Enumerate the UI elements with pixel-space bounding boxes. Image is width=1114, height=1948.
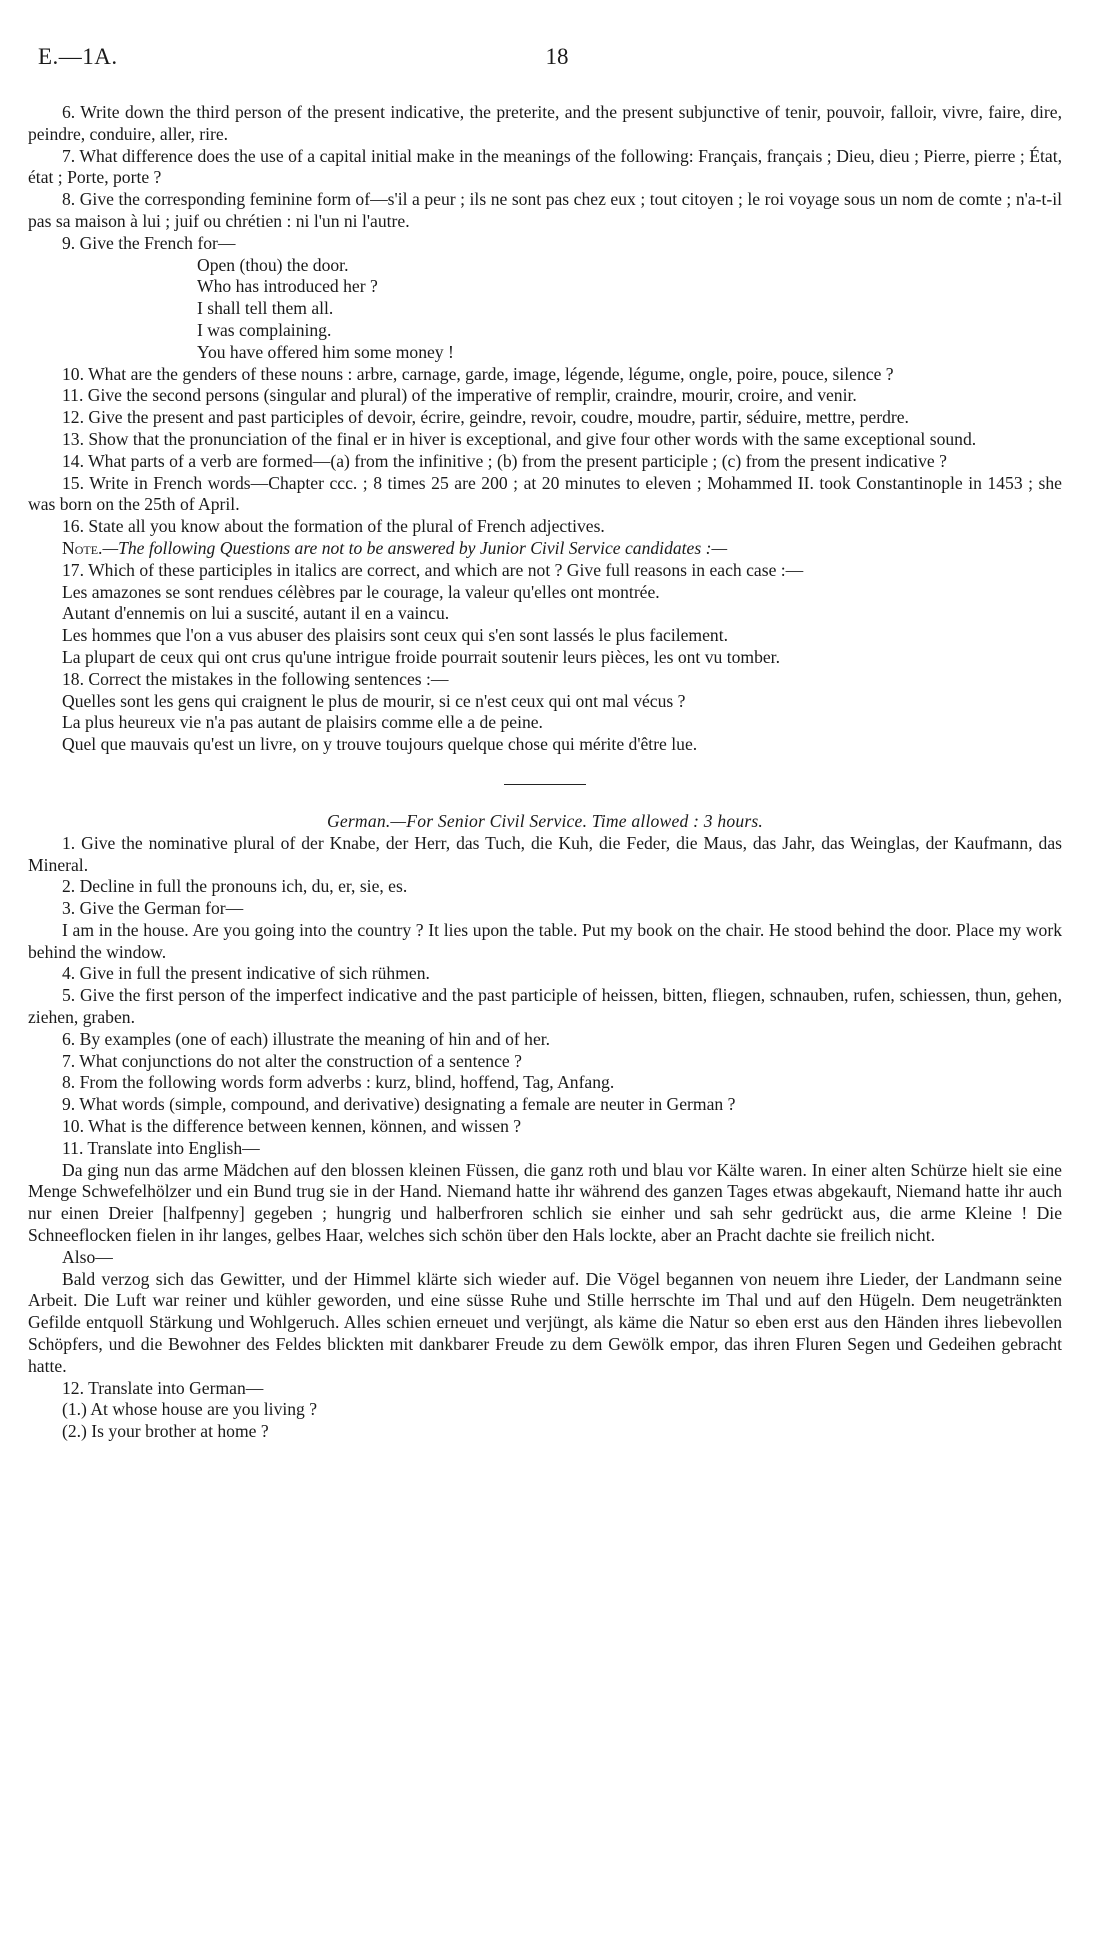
section-divider xyxy=(504,784,586,785)
french-q9-line: Who has introduced her ? xyxy=(197,276,378,297)
french-question-10: 10. What are the genders of these nouns : arbre, carnage, garde, image, légende, légume, ongle, poire, pouce, silence ? xyxy=(62,363,894,384)
french-question-7: 7. What difference does the use of a capital initial make in the meanings of the following: Français, français ; Dieu, dieu ; Pierre, pierre ; État, état ; Porte, porte ? xyxy=(28,145,1062,188)
french-q9-line: I shall tell them all. xyxy=(197,298,334,319)
document-reference: E.—1A. xyxy=(38,44,118,69)
french-q18-sentence: Quelles sont les gens qui craignent le plus de mourir, si ce n'est ceux qui ont mal vécus ? xyxy=(62,690,686,711)
german-q3-text: I am in the house. Are you going into the country ? It lies upon the table. Put my book on the chair. He stood behind the door. Place my work behind the window. xyxy=(28,919,1062,962)
german-question-2: 2. Decline in full the pronouns ich, du, er, sie, es. xyxy=(62,876,408,897)
german-question-1: 1. Give the nominative plural of der Knabe, der Herr, das Tuch, die Kuh, die Feder, die Maus, das Jahr, das Weinglas, der Kaufmann, das Mineral. xyxy=(28,832,1062,875)
french-question-6: 6. Write down the third person of the present indicative, the preterite, and the present subjunctive of tenir, pouvoir, falloir, vivre, faire, dire, peindre, conduire, aller, rire. xyxy=(28,102,1062,144)
french-q9-line: Open (thou) the door. xyxy=(197,254,349,275)
page-header xyxy=(38,44,1076,74)
german-question-6: 6. By examples (one of each) illustrate the meaning of hin and of her. xyxy=(62,1028,551,1049)
page-content xyxy=(28,102,1062,1443)
french-q9-line: I was complaining. xyxy=(197,319,332,340)
french-q17-sentence: Les hommes que l'on a vus abuser des plaisirs sont ceux qui s'en sont lassés le plus facilement. xyxy=(62,625,728,646)
german-q12-line: (1.) At whose house are you living ? xyxy=(62,1399,318,1420)
german-q12-line: (2.) Is your brother at home ? xyxy=(62,1421,269,1442)
german-question-4: 4. Give in full the present indicative of sich rühmen. xyxy=(62,963,430,984)
german-question-5: 5. Give the first person of the imperfect indicative and the past participle of heissen, bitten, fliegen, schnauben, rufen, schiessen, thun, gehen, ziehen, graben. xyxy=(28,985,1062,1028)
german-question-12: 12. Translate into German— xyxy=(62,1377,264,1398)
german-q11-also: Also— xyxy=(62,1246,113,1267)
french-q18-sentence: La plus heureux vie n'a pas autant de plaisirs comme elle a de peine. xyxy=(62,712,543,733)
german-question-9: 9. What words (simple, compound, and derivative) designating a female are neuter in German ? xyxy=(62,1094,736,1115)
french-q17-sentence: La plupart de ceux qui ont crus qu'une intrigue froide pourrait soutenir leurs pièces, les ont vu tomber. xyxy=(62,646,780,667)
french-question-11: 11. Give the second persons (singular and plural) of the imperative of remplir, craindre, mourir, croire, and venir. xyxy=(62,385,857,406)
german-q11-passage-1: Da ging nun das arme Mädchen auf den blossen kleinen Füssen, die ganz roth und blau vor Kälte waren. In einer alten Schürze hielt sie eine Menge Schwefelhölzer und ein Bund trug sie in der Hand. Niemand hatte ihr während des ganzen Tages etwas abgekauft, Niemand hatte ihr auch nur einen Dreier [halfpenny] gegeben ; hungrig und halberfroren schlich sie einher und sah sehr gedrückt aus, die arme Kleine ! Die Schneeflocken fielen in ihr langes, gelbes Haar, welches sich schön über den Hals lockte, aber an Pracht dachte sie freilich nicht. xyxy=(28,1159,1062,1246)
note-label: Note. xyxy=(62,537,103,558)
french-question-15: 15. Write in French words—Chapter ccc. ; 8 times 25 are 200 ; at 20 minutes to eleven ; Mohammed II. took Constantinople in 1453 ; she was born on the 25th of April. xyxy=(28,472,1062,515)
french-q17-sentence: Autant d'ennemis on lui a suscité, autant il en a vaincu. xyxy=(62,603,450,624)
french-note xyxy=(28,538,1062,560)
french-q17-sentence: Les amazones se sont rendues célèbres par le courage, la valeur qu'elles ont montrée. xyxy=(62,581,660,602)
german-q11-passage-2: Bald verzog sich das Gewitter, und der Himmel klärte sich wieder auf. Die Vögel begannen von neuem ihre Lieder, der Landmann seine Arbeit. Die Luft war reiner und kühler geworden, und eine süsse Ruhe und Stille herrschte im Thal und auf den Hügeln. Dem neugetränkten Gefilde entquoll Stärkung und Wohlgeruch. Alles schien erneuet und verjüngt, als käme die Natur so eben erst aus den Händen ihres liebevollen Schöpfers, und die Bewohner des Feldes blickten mit dankbarer Freude zu dem Gewölk empor, das ihren Fluren Segen und Gedeihen gebracht hatte. xyxy=(28,1268,1062,1376)
french-question-17: 17. Which of these participles in italics are correct, and which are not ? Give full reasons in each case :— xyxy=(62,559,804,580)
german-question-3: 3. Give the German for— xyxy=(62,898,244,919)
note-text: —The following Questions are not to be answered by Junior Civil Service candidates :— xyxy=(102,537,728,558)
french-question-14: 14. What parts of a verb are formed—(a) from the infinitive ; (b) from the present participle ; (c) from the present indicative ? xyxy=(62,450,947,471)
german-question-11: 11. Translate into English— xyxy=(62,1137,260,1158)
german-question-7: 7. What conjunctions do not alter the construction of a sentence ? xyxy=(62,1050,522,1071)
french-question-9: 9. Give the French for— xyxy=(62,232,236,253)
page-number: 18 xyxy=(545,44,569,69)
german-question-8: 8. From the following words form adverbs : kurz, blind, hoffend, Tag, Anfang. xyxy=(62,1072,615,1093)
french-q18-sentence: Quel que mauvais qu'est un livre, on y trouve toujours quelque chose qui mérite d'être lue. xyxy=(62,734,698,755)
french-question-8: 8. Give the corresponding feminine form of—s'il a peur ; ils ne sont pas chez eux ; tout citoyen ; le roi voyage sous un nom de comte ; n'a-t-il pas sa maison à lui ; juif ou chrétien : ni l'un ni l'autre. xyxy=(28,189,1062,231)
french-q9-line: You have offered him some money ! xyxy=(197,341,454,362)
french-question-18: 18. Correct the mistakes in the following sentences :— xyxy=(62,668,449,689)
german-question-10: 10. What is the difference between kennen, können, and wissen ? xyxy=(62,1116,522,1137)
french-question-13: 13. Show that the pronunciation of the final er in hiver is exceptional, and give four other words with the same exceptional sound. xyxy=(62,428,977,449)
french-question-12: 12. Give the present and past participles of devoir, écrire, geindre, revoir, coudre, moudre, partir, séduire, mettre, perdre. xyxy=(62,407,909,428)
french-question-16: 16. State all you know about the formation of the plural of French adjectives. xyxy=(62,516,605,537)
german-section-title: German.—For Senior Civil Service. Time allowed : 3 hours. xyxy=(326,810,764,831)
